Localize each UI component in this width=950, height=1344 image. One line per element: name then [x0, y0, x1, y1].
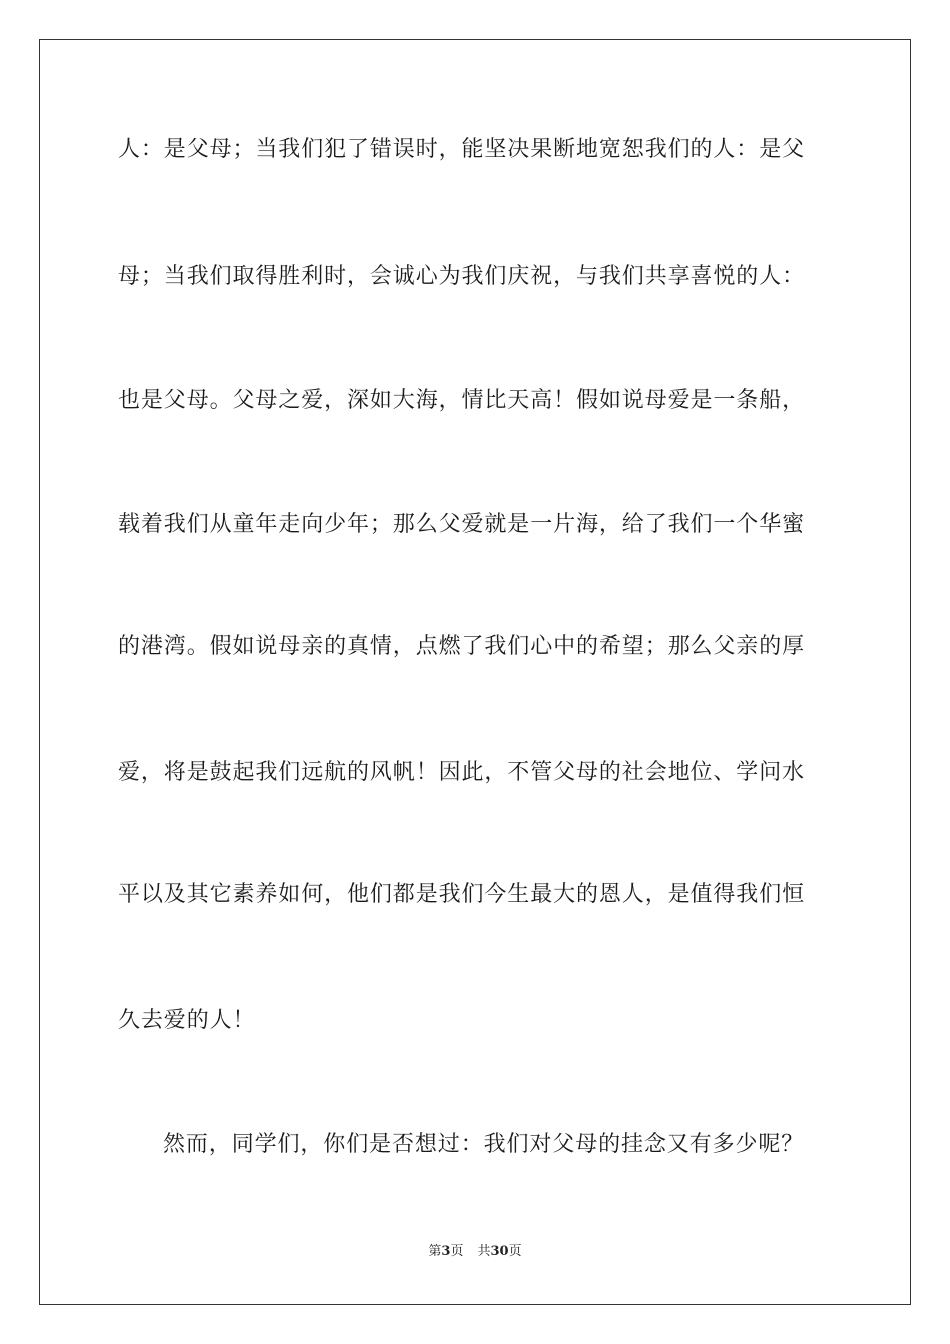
- paragraph-line: 的港湾。假如说母亲的真情，点燃了我们心中的希望；那么父亲的厚: [118, 634, 806, 659]
- paragraph-line: 平以及其它素养如何，他们都是我们今生最大的恩人，是值得我们恒: [118, 882, 806, 907]
- total-suffix: 页: [508, 1244, 522, 1259]
- page-border: [39, 39, 911, 1305]
- page-suffix: 页: [450, 1244, 464, 1259]
- page-prefix: 第: [428, 1244, 442, 1259]
- paragraph-line: 人：是父母；当我们犯了错误时，能坚决果断地宽恕我们的人：是父: [118, 137, 806, 162]
- paragraph-line: 久去爱的人！: [118, 1008, 256, 1033]
- paragraph-line: 母；当我们取得胜利时，会诚心为我们庆祝，与我们共享喜悦的人：: [118, 264, 806, 289]
- total-pages: 30: [490, 1244, 509, 1259]
- paragraph-line: 也是父母。父母之爱，深如大海，情比天高！假如说母爱是一条船，: [118, 388, 806, 413]
- page-footer: [0, 1243, 950, 1261]
- total-prefix: 共: [477, 1244, 491, 1259]
- paragraph-first-line: 然而，同学们，你们是否想过：我们对父母的挂念又有多少呢？: [163, 1132, 805, 1157]
- page-number: 3: [441, 1244, 451, 1259]
- paragraph-line: 载着我们从童年走向少年；那么父爱就是一片海，给了我们一个华蜜: [118, 512, 806, 537]
- paragraph-line: 爱，将是鼓起我们远航的风帆！因此，不管父母的社会地位、学问水: [118, 760, 806, 785]
